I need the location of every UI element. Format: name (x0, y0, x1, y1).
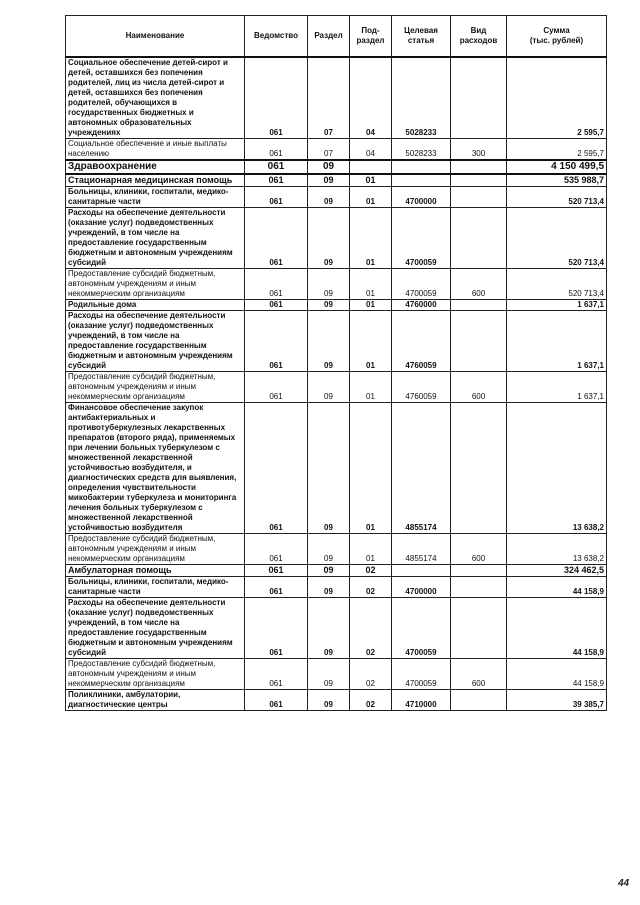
row-name: Амбулаторная помощь (66, 565, 245, 577)
table-row (66, 269, 607, 300)
row-subsection: 01 (350, 311, 392, 372)
table-header-row (66, 16, 607, 58)
row-expense-kind (451, 160, 507, 174)
table-row (66, 174, 607, 187)
row-department: 061 (245, 577, 308, 598)
table-row (66, 139, 607, 161)
row-name: Финансовое обеспечение закупок антибактериальных и противотуберкулезных лекарственных препаратов (второго ряда), применяемых при лечении больных туберкулезом с множественной лекарственной устойчивостью возбудителя, и диагностических средств для выявления, определения чувствительности микобактерии туберкулеза и мониторинга лечения больных туберкулезом с множественной лекарственной устойчивостью возбудителя (66, 403, 245, 534)
row-section: 09 (308, 174, 350, 187)
row-subsection: 01 (350, 269, 392, 300)
row-department: 061 (245, 139, 308, 161)
row-department: 061 (245, 57, 308, 139)
row-expense-kind (451, 690, 507, 711)
table-row (66, 300, 607, 311)
row-name: Предоставление субсидий бюджетным, автономным учреждениям и иным некоммерческим организациям (66, 534, 245, 565)
row-subsection: 04 (350, 139, 392, 161)
budget-table (65, 15, 607, 711)
row-section: 09 (308, 565, 350, 577)
row-sum: 520 713,4 (507, 269, 607, 300)
row-expense-kind (451, 565, 507, 577)
row-section: 09 (308, 690, 350, 711)
row-target-article (392, 174, 451, 187)
page-number-mark: 44 (618, 878, 630, 889)
row-sum: 13 638,2 (507, 534, 607, 565)
row-expense-kind (451, 311, 507, 372)
row-subsection: 01 (350, 187, 392, 208)
row-subsection: 01 (350, 534, 392, 565)
row-sum: 1 637,1 (507, 372, 607, 403)
row-section: 09 (308, 269, 350, 300)
row-sum: 1 637,1 (507, 300, 607, 311)
row-subsection: 01 (350, 403, 392, 534)
row-department: 061 (245, 187, 308, 208)
row-target-article: 4760000 (392, 300, 451, 311)
row-target-article: 4700000 (392, 187, 451, 208)
row-target-article: 4700000 (392, 577, 451, 598)
row-expense-kind (451, 208, 507, 269)
row-target-article: 4710000 (392, 690, 451, 711)
row-target-article: 4700059 (392, 269, 451, 300)
header-section: Раздел (308, 16, 350, 58)
row-target-article: 4760059 (392, 311, 451, 372)
row-expense-kind (451, 57, 507, 139)
row-department: 061 (245, 598, 308, 659)
table-row (66, 187, 607, 208)
table-row (66, 577, 607, 598)
table-row (66, 403, 607, 534)
row-expense-kind (451, 174, 507, 187)
row-name: Здравоохранение (66, 160, 245, 174)
row-expense-kind (451, 598, 507, 659)
row-name: Социальное обеспечение детей-сирот и детей, оставшихся без попечения родителей, лиц из числа детей-сирот и детей, оставшихся без попечения родителей, обучающихся в государственных бюджетных и автономных образовательных учреждениях (66, 57, 245, 139)
row-expense-kind: 300 (451, 139, 507, 161)
row-name: Расходы на обеспечение деятельности (оказание услуг) подведомственных учреждений, в том числе на предоставление государственным бюджетным и автономным учреждениям субсидий (66, 311, 245, 372)
row-sum: 520 713,4 (507, 208, 607, 269)
header-department: Ведомство (245, 16, 308, 58)
row-name: Родильные дома (66, 300, 245, 311)
table-row (66, 690, 607, 711)
row-subsection: 01 (350, 174, 392, 187)
header-sum: Сумма (тыс. рублей) (507, 16, 607, 58)
row-sum: 1 637,1 (507, 311, 607, 372)
row-target-article: 5028233 (392, 57, 451, 139)
header-expense-kind: Вид расходов (451, 16, 507, 58)
row-expense-kind: 600 (451, 659, 507, 690)
row-subsection: 01 (350, 372, 392, 403)
row-department: 061 (245, 690, 308, 711)
row-section: 09 (308, 311, 350, 372)
row-target-article (392, 160, 451, 174)
row-name: Поликлиники, амбулатории, диагностические центры (66, 690, 245, 711)
row-sum: 2 595,7 (507, 139, 607, 161)
table-row (66, 534, 607, 565)
row-sum: 44 158,9 (507, 577, 607, 598)
table-row (66, 208, 607, 269)
row-section: 09 (308, 403, 350, 534)
row-subsection: 01 (350, 208, 392, 269)
row-department: 061 (245, 208, 308, 269)
row-name: Предоставление субсидий бюджетным, автономным учреждениям и иным некоммерческим организациям (66, 372, 245, 403)
row-section: 09 (308, 300, 350, 311)
row-section: 09 (308, 659, 350, 690)
table-row (66, 659, 607, 690)
row-target-article (392, 565, 451, 577)
row-name: Расходы на обеспечение деятельности (оказание услуг) подведомственных учреждений, в том числе на предоставление государственным бюджетным и автономным учреждениям субсидий (66, 598, 245, 659)
header-subsection: Под- раздел (350, 16, 392, 58)
table-row (66, 372, 607, 403)
table-row (66, 311, 607, 372)
row-subsection: 02 (350, 577, 392, 598)
row-target-article: 5028233 (392, 139, 451, 161)
row-department: 061 (245, 160, 308, 174)
row-subsection: 04 (350, 57, 392, 139)
table-row (66, 565, 607, 577)
row-sum: 44 158,9 (507, 659, 607, 690)
table-row (66, 598, 607, 659)
table-row (66, 160, 607, 174)
row-department: 061 (245, 300, 308, 311)
row-subsection: 02 (350, 598, 392, 659)
row-department: 061 (245, 659, 308, 690)
row-subsection (350, 160, 392, 174)
row-department: 061 (245, 403, 308, 534)
row-name: Социальное обеспечение и иные выплаты населению (66, 139, 245, 161)
row-section: 09 (308, 598, 350, 659)
row-section: 09 (308, 534, 350, 565)
row-name: Расходы на обеспечение деятельности (оказание услуг) подведомственных учреждений, в том числе на предоставление государственным бюджетным и автономным учреждениям субсидий (66, 208, 245, 269)
row-subsection: 02 (350, 659, 392, 690)
row-target-article: 4700059 (392, 659, 451, 690)
row-sum: 4 150 499,5 (507, 160, 607, 174)
row-section: 09 (308, 187, 350, 208)
row-target-article: 4700059 (392, 208, 451, 269)
row-section: 09 (308, 577, 350, 598)
row-name: Больницы, клиники, госпитали, медико-санитарные части (66, 187, 245, 208)
row-expense-kind (451, 300, 507, 311)
row-sum: 520 713,4 (507, 187, 607, 208)
row-expense-kind: 600 (451, 372, 507, 403)
row-target-article: 4760059 (392, 372, 451, 403)
table-body (66, 57, 607, 711)
row-section: 07 (308, 57, 350, 139)
row-expense-kind (451, 403, 507, 534)
row-name: Больницы, клиники, госпитали, медико-санитарные части (66, 577, 245, 598)
row-department: 061 (245, 311, 308, 372)
row-sum: 324 462,5 (507, 565, 607, 577)
row-section: 09 (308, 208, 350, 269)
header-target-article: Целевая статья (392, 16, 451, 58)
row-department: 061 (245, 534, 308, 565)
row-sum: 44 158,9 (507, 598, 607, 659)
row-sum: 535 988,7 (507, 174, 607, 187)
row-sum: 13 638,2 (507, 403, 607, 534)
table-row (66, 57, 607, 139)
row-section: 09 (308, 372, 350, 403)
row-subsection: 02 (350, 565, 392, 577)
row-department: 061 (245, 174, 308, 187)
row-section: 07 (308, 139, 350, 161)
header-name: Наименование (66, 16, 245, 58)
row-department: 061 (245, 372, 308, 403)
row-expense-kind: 600 (451, 534, 507, 565)
row-name: Стационарная медицинская помощь (66, 174, 245, 187)
row-department: 061 (245, 269, 308, 300)
row-name: Предоставление субсидий бюджетным, автономным учреждениям и иным некоммерческим организациям (66, 269, 245, 300)
row-name: Предоставление субсидий бюджетным, автономным учреждениям и иным некоммерческим организациям (66, 659, 245, 690)
row-target-article: 4855174 (392, 403, 451, 534)
row-target-article: 4855174 (392, 534, 451, 565)
row-sum: 39 385,7 (507, 690, 607, 711)
row-expense-kind: 600 (451, 269, 507, 300)
row-subsection: 01 (350, 300, 392, 311)
row-section: 09 (308, 160, 350, 174)
row-subsection: 02 (350, 690, 392, 711)
budget-table-page (65, 15, 606, 711)
row-expense-kind (451, 577, 507, 598)
row-expense-kind (451, 187, 507, 208)
row-sum: 2 595,7 (507, 57, 607, 139)
row-department: 061 (245, 565, 308, 577)
row-target-article: 4700059 (392, 598, 451, 659)
